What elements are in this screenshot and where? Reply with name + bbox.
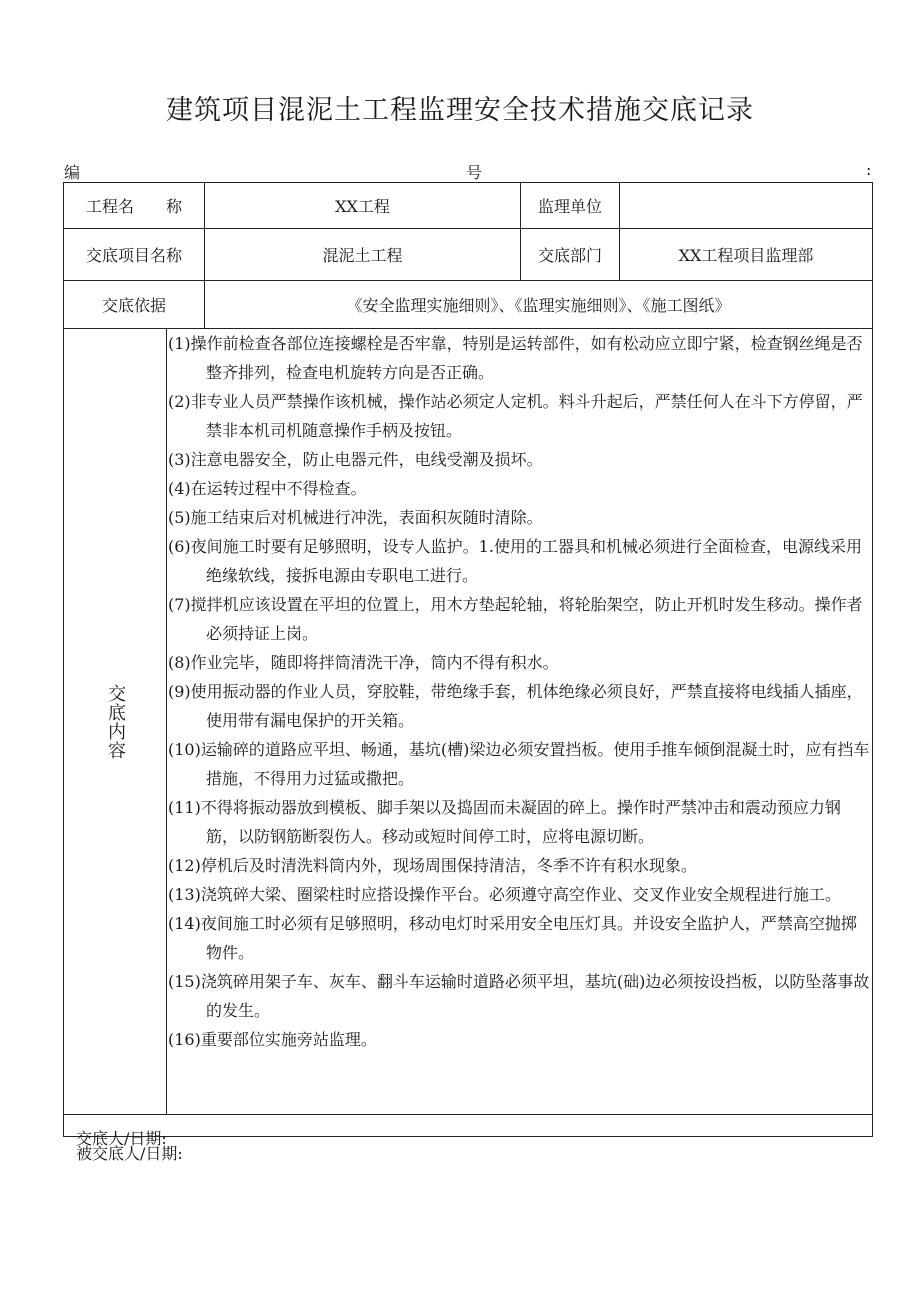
list-item [168, 503, 874, 532]
receiver-date: 被交底人/日期: [76, 1144, 183, 1163]
list-item [168, 590, 874, 648]
handover-record-table [63, 182, 873, 1148]
list-item [168, 793, 874, 851]
list-item [168, 474, 874, 503]
item-text: 注意电器安全，防止电器元件，电线受潮及损坏。 [190, 450, 543, 469]
handover-dept-value: XX工程项目监理部 [678, 246, 814, 265]
document-title: 建筑项目混泥土工程监理安全技术措施交底记录 [166, 95, 754, 126]
item-text: 使用振动器的作业人员，穿胶鞋，带绝缘手套，机体绝缘必须良好，严禁直接将电线插人插座，使用带有漏电保护的开关箱。 [190, 682, 863, 730]
item-number: (1) [168, 334, 191, 353]
item-number: (8) [168, 653, 191, 672]
item-number: (6) [168, 537, 191, 556]
item-text: 重要部位实施旁站监理。 [200, 1030, 377, 1049]
content-label-text: 交底内容 [105, 683, 126, 760]
item-number: (2) [168, 392, 191, 411]
list-item [168, 851, 874, 880]
item-text: 浇筑碎用架子车、灰车、翻斗车运输时道路必须平坦，基坑(础)边必须按设挡板，以防坠落事故的发生。 [200, 972, 870, 1020]
item-text: 不得将振动器放到模板、脚手架以及捣固而未凝固的碎上。操作时严禁冲击和震动预应力钢筋，以防钢筋断裂伤人。移动或短时间停工时，应将电源切断。 [200, 798, 841, 846]
handover-item-value: 混泥土工程 [322, 246, 403, 265]
item-number: (3) [168, 450, 191, 469]
item-text: 运输碎的道路应平坦、畅通，基坑(槽)梁边必须安置挡板。使用手推车倾倒混凝土时，应有挡车措施，不得用力过猛或撒把。 [200, 740, 870, 788]
item-number: (12) [168, 856, 201, 875]
item-number: (5) [168, 508, 191, 527]
list-item [168, 967, 874, 1025]
handover-item-label: 交底项目名称 [85, 246, 182, 265]
list-item [168, 532, 874, 590]
item-text: 停机后及时清洗料筒内外，现场周围保持清洁，冬季不许有积水现象。 [200, 856, 697, 875]
item-number: (11) [168, 798, 201, 817]
list-item [168, 387, 874, 445]
row-divider [64, 1114, 872, 1115]
project-name-label: 工程名 称 [85, 197, 182, 216]
item-number: (4) [168, 479, 191, 498]
serial-label-mid: 号 [466, 163, 483, 182]
item-number: (10) [168, 740, 201, 759]
item-text: 浇筑碎大梁、圈梁柱时应搭设操作平台。必须遵守高空作业、交叉作业安全规程进行施工。 [200, 885, 841, 904]
serial-label-left: 编 [64, 163, 81, 182]
list-item [168, 909, 874, 967]
item-text: 夜间施工时必须有足够照明，移动电灯时采用安全电压灯具。并设安全监护人，严禁高空抛掷物件。 [200, 914, 857, 962]
column-divider [166, 328, 167, 1114]
item-number: (9) [168, 682, 191, 701]
item-text: 夜间施工时要有足够照明，设专人监护。1.使用的工器具和机械必须进行全面检查，电源线采用绝缘软线，接拆电源由专职电工进行。 [190, 537, 862, 585]
list-item [168, 445, 874, 474]
item-text: 施工结束后对机械进行冲洗，表面积灰随时清除。 [190, 508, 543, 527]
supervision-unit-value [620, 183, 872, 228]
handover-dept-label: 交底部门 [537, 246, 602, 265]
item-text: 搅拌机应该设置在平坦的位置上，用木方垫起轮轴，将轮胎架空，防止开机时发生移动。操作者必须持证上岗。 [190, 595, 863, 643]
content-label [64, 329, 166, 1114]
list-item [168, 735, 874, 793]
handover-basis-label: 交底依据 [101, 296, 166, 315]
list-item [168, 880, 874, 909]
list-item [168, 677, 874, 735]
supervision-unit-label: 监理单位 [537, 197, 602, 216]
handover-person-date: 交底人/日期: [76, 1129, 167, 1148]
item-number: (7) [168, 595, 191, 614]
item-text: 非专业人员严禁操作该机械，操作站必须定人定机。料斗升起后，严禁任何人在斗下方停留，严禁非本机司机随意操作手柄及按钮。 [190, 392, 863, 440]
list-item [168, 648, 874, 677]
project-name-value: XX工程 [335, 197, 390, 216]
item-number: (15) [168, 972, 201, 991]
item-text: 操作前检查各部位连接螺栓是否牢靠，特别是运转部件，如有松动应立即宁紧，检查钢丝绳是否整齐排列，检查电机旋转方向是否正确。 [190, 334, 863, 382]
list-item [168, 329, 874, 387]
item-number: (13) [168, 885, 201, 904]
item-text: 作业完毕，随即将拌筒清洗干净，筒内不得有积水。 [190, 653, 559, 672]
item-text: 在运转过程中不得检查。 [190, 479, 367, 498]
serial-label-right: : [866, 160, 872, 179]
list-item [168, 1025, 874, 1054]
item-number: (16) [168, 1030, 201, 1049]
content-items [168, 329, 874, 1054]
item-number: (14) [168, 914, 201, 933]
handover-basis-value: 《安全监理实施细则》、《监理实施细则》、《施工图纸》 [346, 296, 731, 315]
